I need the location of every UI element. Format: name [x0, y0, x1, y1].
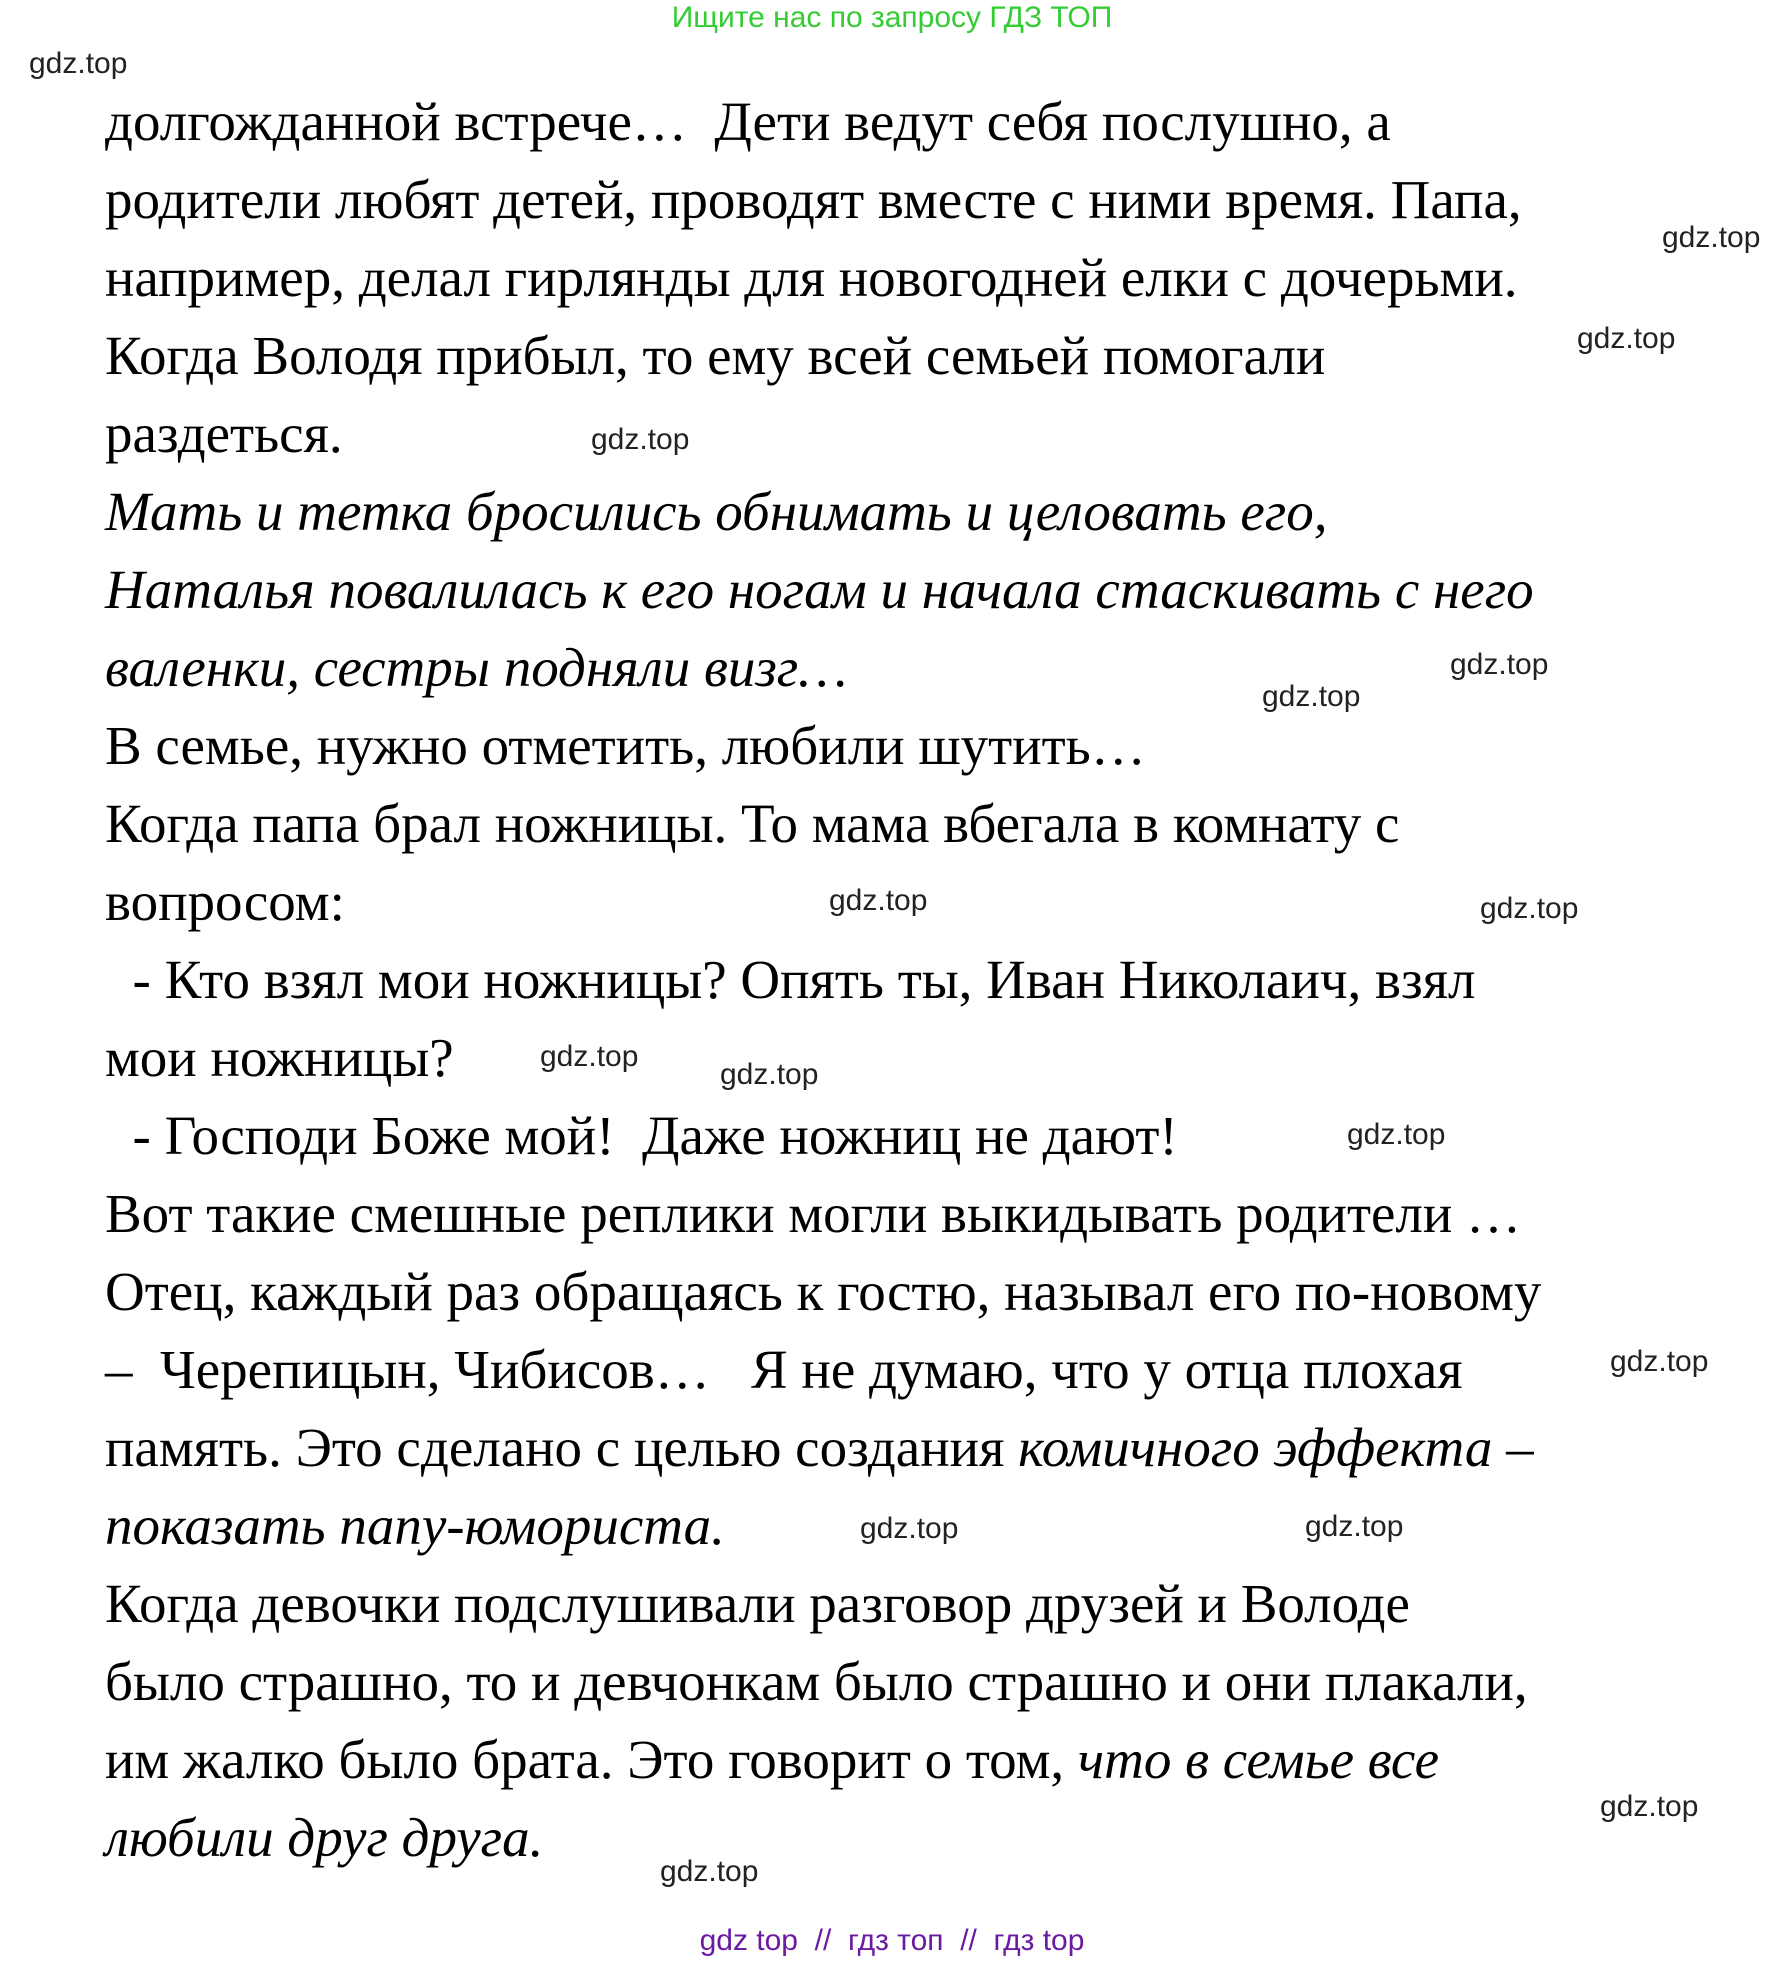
text-segment: например, делал гирлянды для новогодней елки с дочерьми.: [105, 247, 1518, 308]
watermark: gdz.top: [1662, 221, 1761, 254]
watermark: gdz.top: [591, 423, 690, 456]
watermark: gdz.top: [860, 1512, 959, 1545]
text-line: [105, 551, 1541, 629]
italic-text: любили друг друга.: [105, 1807, 544, 1868]
text-line: [105, 1565, 1541, 1643]
text-line: [105, 1409, 1541, 1487]
text-line: [105, 1799, 1541, 1877]
watermark: gdz.top: [1577, 322, 1676, 355]
text-segment: вопросом:: [105, 871, 345, 932]
italic-text: что в семье все: [1077, 1729, 1440, 1790]
watermark: gdz.top: [829, 884, 928, 917]
text-segment: –: [1492, 1417, 1534, 1478]
text-line: [105, 161, 1541, 239]
text-line: [105, 1019, 1541, 1097]
text-line: [105, 317, 1541, 395]
text-segment: долгожданной встрече… Дети ведут себя послушно, а: [105, 91, 1391, 152]
text-line: [105, 473, 1541, 551]
text-segment: раздеться.: [105, 403, 343, 464]
watermark: gdz.top: [1347, 1118, 1446, 1151]
watermark: gdz.top: [1262, 680, 1361, 713]
text-segment: им жалко было брата. Это говорит о том,: [105, 1729, 1078, 1790]
text-segment: Когда папа брал ножницы. То мама вбегала в комнату с: [105, 793, 1400, 854]
text-line: [105, 395, 1541, 473]
text-segment: – Черепицын, Чибисов… Я не думаю, что у отца плохая: [105, 1339, 1463, 1400]
text-line: [105, 1721, 1541, 1799]
text-line: [105, 941, 1541, 1019]
document-body: [105, 83, 1541, 1877]
text-segment: - Господи Боже мой! Даже ножниц не дают!: [105, 1105, 1178, 1166]
watermark: gdz.top: [1610, 1345, 1709, 1378]
text-segment: Когда девочки подслушивали разговор друзей и Володе: [105, 1573, 1410, 1634]
text-segment: Когда Володя прибыл, то ему всей семьей помогали: [105, 325, 1326, 386]
watermark: gdz.top: [1305, 1510, 1404, 1543]
text-line: [105, 863, 1541, 941]
watermark: gdz.top: [29, 47, 128, 80]
italic-text: валенки, сестры подняли визг…: [105, 637, 848, 698]
text-segment: - Кто взял мои ножницы? Опять ты, Иван Николаич, взял: [105, 949, 1476, 1010]
text-line: [105, 1175, 1541, 1253]
text-line: [105, 239, 1541, 317]
text-line: [105, 1643, 1541, 1721]
footer-links: gdz top // гдз топ // гдз top: [699, 1924, 1085, 1957]
text-segment: мои ножницы?: [105, 1027, 454, 1088]
text-line: [105, 707, 1541, 785]
watermark: gdz.top: [720, 1058, 819, 1091]
italic-text: комичного эффекта: [1018, 1417, 1493, 1478]
italic-text: показать папу-юмориста.: [105, 1495, 725, 1556]
italic-text: Мать и тетка бросились обнимать и целовать его,: [105, 481, 1328, 542]
text-segment: было страшно, то и девчонкам было страшно и они плакали,: [105, 1651, 1528, 1712]
watermark: gdz.top: [1450, 648, 1549, 681]
text-segment: Вот такие смешные реплики могли выкидывать родители …: [105, 1183, 1522, 1244]
search-banner: Ищите нас по запросу ГДЗ ТОП: [671, 1, 1113, 34]
text-segment: память. Это сделано с целью создания: [105, 1417, 1019, 1478]
text-line: [105, 1253, 1541, 1331]
text-line: [105, 1097, 1541, 1175]
italic-text: Наталья повалилась к его ногам и начала стаскивать с него: [105, 559, 1534, 620]
text-segment: Отец, каждый раз обращаясь к гостю, называл его по-новому: [105, 1261, 1542, 1322]
text-segment: родители любят детей, проводят вместе с ними время. Папа,: [105, 169, 1522, 230]
watermark: gdz.top: [540, 1040, 639, 1073]
watermark: gdz.top: [1480, 892, 1579, 925]
text-line: [105, 83, 1541, 161]
text-line: [105, 1331, 1541, 1409]
text-segment: В семье, нужно отметить, любили шутить…: [105, 715, 1146, 776]
watermark: gdz.top: [1600, 1790, 1699, 1823]
text-line: [105, 785, 1541, 863]
watermark: gdz.top: [660, 1855, 759, 1888]
